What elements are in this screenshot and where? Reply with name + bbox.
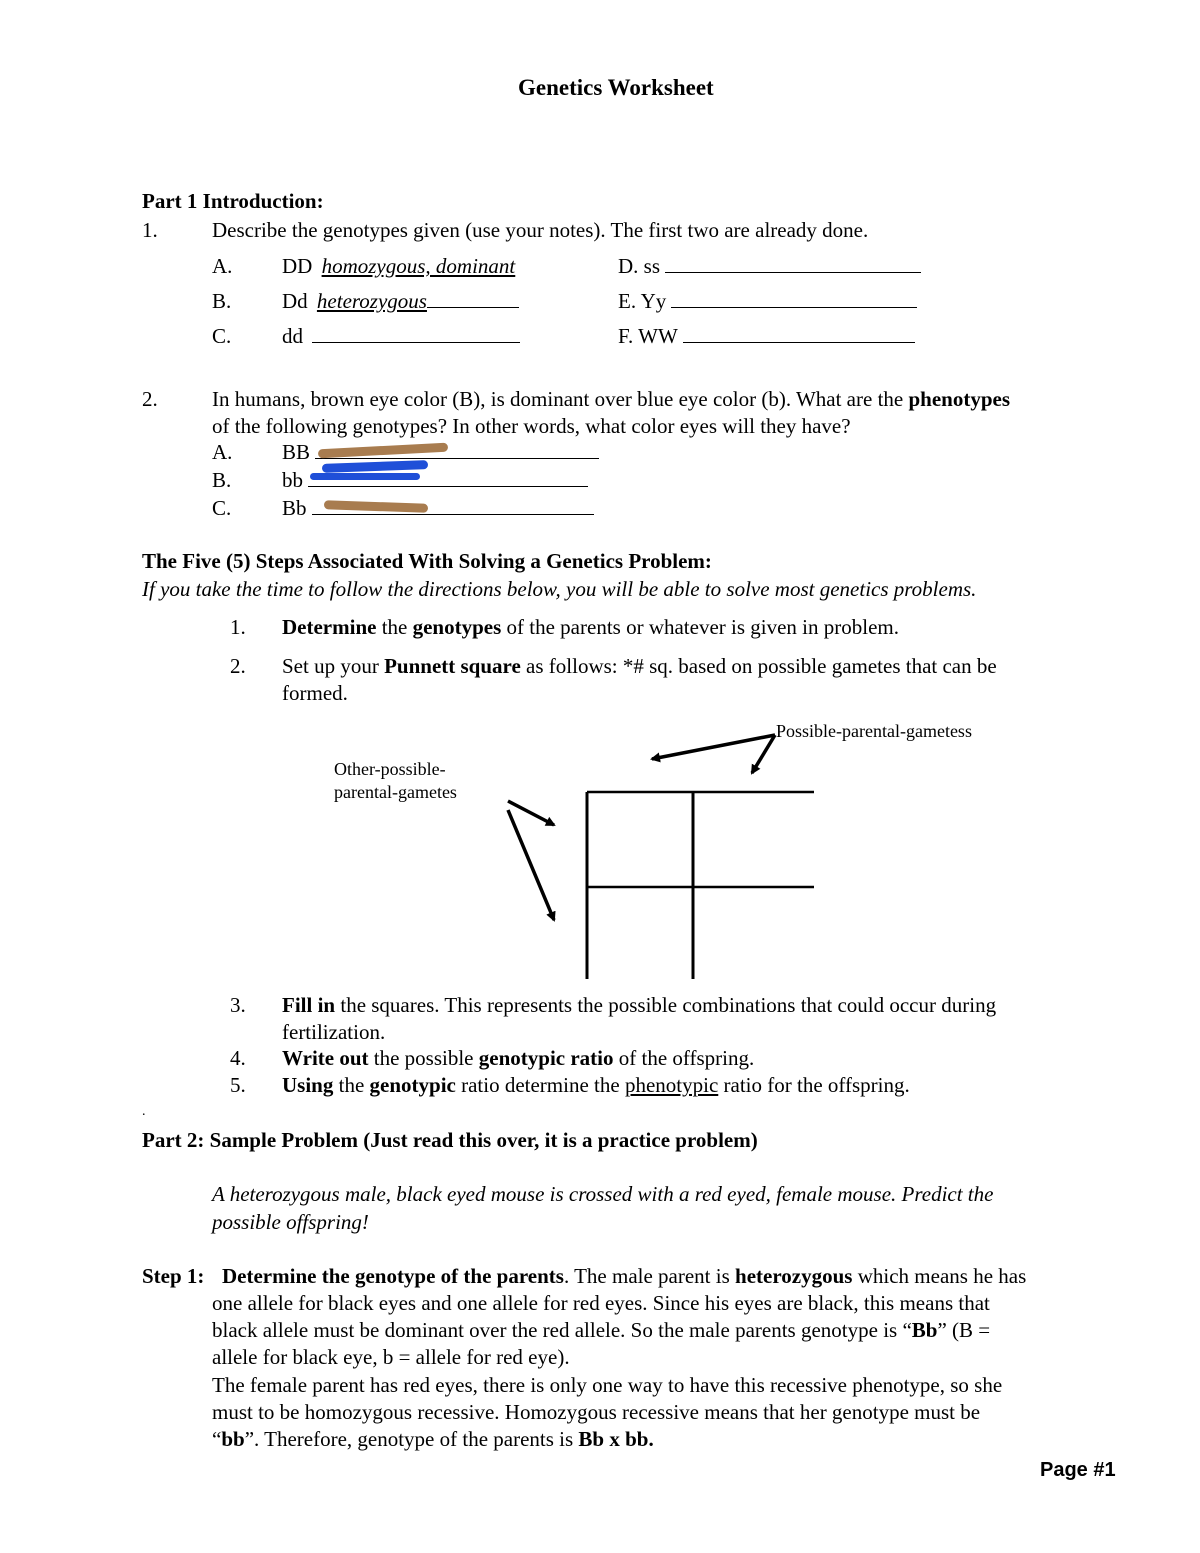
punnett-square-diagram xyxy=(300,715,1060,990)
q2-line1 xyxy=(212,387,1010,412)
item-letter: B. xyxy=(212,289,232,313)
step1-keyword: bb xyxy=(221,1427,245,1451)
q1-item-b xyxy=(212,289,231,314)
step-text: Set up your xyxy=(282,654,385,678)
genotype: dd xyxy=(282,324,303,348)
label-other-gametes-1: Other-possible- xyxy=(334,759,446,779)
step-3-text xyxy=(282,993,996,1018)
step1-line2: one allele for black eyes and one allele for red eyes. Since his eyes are black, this means that xyxy=(212,1291,990,1315)
arrow-top-left xyxy=(652,735,775,759)
step-text: as follows: *# sq. based on possible gametes that can be xyxy=(520,654,997,678)
answer-blank xyxy=(671,289,917,308)
step1-keyword: heterozygous xyxy=(735,1264,853,1288)
item-letter: A. xyxy=(212,254,233,278)
blue-scribble-b2 xyxy=(310,473,420,480)
step1-line6: must to be homozygous recessive. Homozygous recessive means that her genotype must be xyxy=(212,1400,981,1424)
part1-heading: Part 1 Introduction: xyxy=(142,189,324,213)
item-letter: C. xyxy=(212,324,232,348)
q1-item-a-answer xyxy=(282,254,515,279)
answer-text: homozygous, dominant xyxy=(321,254,516,278)
q1-text: Describe the genotypes given (use your notes). The first two are already done. xyxy=(212,218,869,242)
q2-item-a-letter: A. xyxy=(212,440,233,464)
step1-text: which means he has xyxy=(852,1264,1027,1288)
q1-item-c-answer xyxy=(282,324,520,349)
genotype: DD xyxy=(282,254,313,278)
step1-text: “ xyxy=(212,1427,222,1451)
step1-keyword: Bb xyxy=(911,1318,938,1342)
step1-text: . The male parent is xyxy=(563,1264,736,1288)
step-text: the possible xyxy=(368,1046,479,1070)
step1-text: ” (B = xyxy=(937,1318,991,1342)
step-keyword: Fill in xyxy=(282,993,336,1017)
genotype: bb xyxy=(282,468,303,492)
step-4-num: 4. xyxy=(230,1046,246,1070)
label-possible-parental-gametes: Possible-parental-gametess xyxy=(776,721,972,741)
step1-line3 xyxy=(212,1318,990,1343)
label-other-gametes-2: parental-gametes xyxy=(334,782,457,802)
step1-text: black allele must be dominant over the red allele. So the male parents genotype is “ xyxy=(212,1318,912,1342)
step-3-num: 3. xyxy=(230,993,246,1017)
item-letter: F. xyxy=(618,324,634,348)
step-keyword: genotypes xyxy=(412,615,502,639)
step-2-line2: formed. xyxy=(282,681,348,705)
step-3-line2: fertilization. xyxy=(282,1020,386,1044)
q2-number: 2. xyxy=(142,387,158,411)
step-keyword: Determine xyxy=(282,615,377,639)
page-title: Genetics Worksheet xyxy=(518,75,714,100)
step1-text: ”. Therefore, genotype of the parents is xyxy=(244,1427,579,1451)
step-text: the squares. This represents the possible combinations that could occur during xyxy=(335,993,997,1017)
step1-title: Determine the genotype of the parents xyxy=(222,1264,564,1288)
arrow-left-upper xyxy=(508,801,554,825)
q1-item-d xyxy=(618,254,921,279)
punnett-square-svg xyxy=(300,715,1060,990)
step-text: the xyxy=(333,1073,370,1097)
step-5-num: 5. xyxy=(230,1073,246,1097)
step1-line4: allele for black eye, b = allele for red eye). xyxy=(212,1345,570,1369)
item-letter: D. xyxy=(618,254,639,278)
genotype: WW xyxy=(638,324,678,348)
problem-line-2: possible offspring! xyxy=(212,1210,369,1234)
step-text: of the parents or whatever is given in problem. xyxy=(501,615,899,639)
step1-label: Step 1: xyxy=(142,1264,205,1288)
arrow-top-right xyxy=(752,735,775,773)
step-keyword: Using xyxy=(282,1073,334,1097)
answer-text: heterozygous xyxy=(316,289,427,313)
step-1-text xyxy=(282,615,899,640)
q1-item-a xyxy=(212,254,232,279)
step-text: the xyxy=(376,615,413,639)
q2-item-b-letter: B. xyxy=(212,468,232,492)
steps-intro: If you take the time to follow the directions below, you will be able to solve most genetics problems. xyxy=(142,577,977,601)
q2-item-c-letter: C. xyxy=(212,496,232,520)
step-keyword: genotypic xyxy=(369,1073,456,1097)
step-5-text xyxy=(282,1073,910,1098)
q1-number: 1. xyxy=(142,218,158,242)
step-keyword: Punnett square xyxy=(384,654,521,678)
genotype: Dd xyxy=(282,289,308,313)
q2-line2: of the following genotypes? In other words, what color eyes will they have? xyxy=(212,414,851,438)
answer-blank xyxy=(427,289,519,308)
genotype: BB xyxy=(282,440,311,464)
q1-item-f xyxy=(618,324,915,349)
genotype: Yy xyxy=(640,289,667,313)
answer-blank xyxy=(683,324,915,343)
step-4-text xyxy=(282,1046,754,1071)
problem-line-1: A heterozygous male, black eyed mouse is crossed with a red eyed, female mouse. Predict the xyxy=(212,1182,994,1206)
stray-dot: . xyxy=(142,1104,146,1119)
step-text: of the offspring. xyxy=(613,1046,755,1070)
step-keyword: Write out xyxy=(282,1046,369,1070)
answer-blank xyxy=(665,254,921,273)
step1-keyword: Bb x bb. xyxy=(578,1427,654,1451)
genotype: ss xyxy=(643,254,661,278)
step-text: ratio for the offspring. xyxy=(718,1073,910,1097)
step-keyword: genotypic ratio xyxy=(478,1046,614,1070)
step1-line5: The female parent has red eyes, there is only one way to have this recessive phenotype, so she xyxy=(212,1373,1003,1397)
step-text: ratio determine the xyxy=(455,1073,625,1097)
step-2-text xyxy=(282,654,997,679)
step-1-num: 1. xyxy=(230,615,246,639)
page-number: Page #1 xyxy=(1040,1459,1116,1481)
step-2-num: 2. xyxy=(230,654,246,678)
arrow-left-lower xyxy=(508,810,554,920)
item-letter: E. xyxy=(618,289,637,313)
q2-text: In humans, brown eye color (B), is dominant over blue eye color (b). What are the xyxy=(212,387,909,411)
steps-heading: The Five (5) Steps Associated With Solving a Genetics Problem: xyxy=(142,549,712,573)
q2-keyword: phenotypes xyxy=(908,387,1011,411)
q1-item-c xyxy=(212,324,231,349)
step1-line7 xyxy=(212,1427,654,1452)
answer-blank xyxy=(312,324,520,343)
step1-line1 xyxy=(222,1264,1026,1289)
q1-item-b-answer xyxy=(282,289,519,314)
step-underlined-word: phenotypic xyxy=(624,1073,719,1097)
genotype: Bb xyxy=(282,496,307,520)
q1-item-e xyxy=(618,289,917,314)
part2-heading: Part 2: Sample Problem (Just read this over, it is a practice problem) xyxy=(142,1128,758,1152)
